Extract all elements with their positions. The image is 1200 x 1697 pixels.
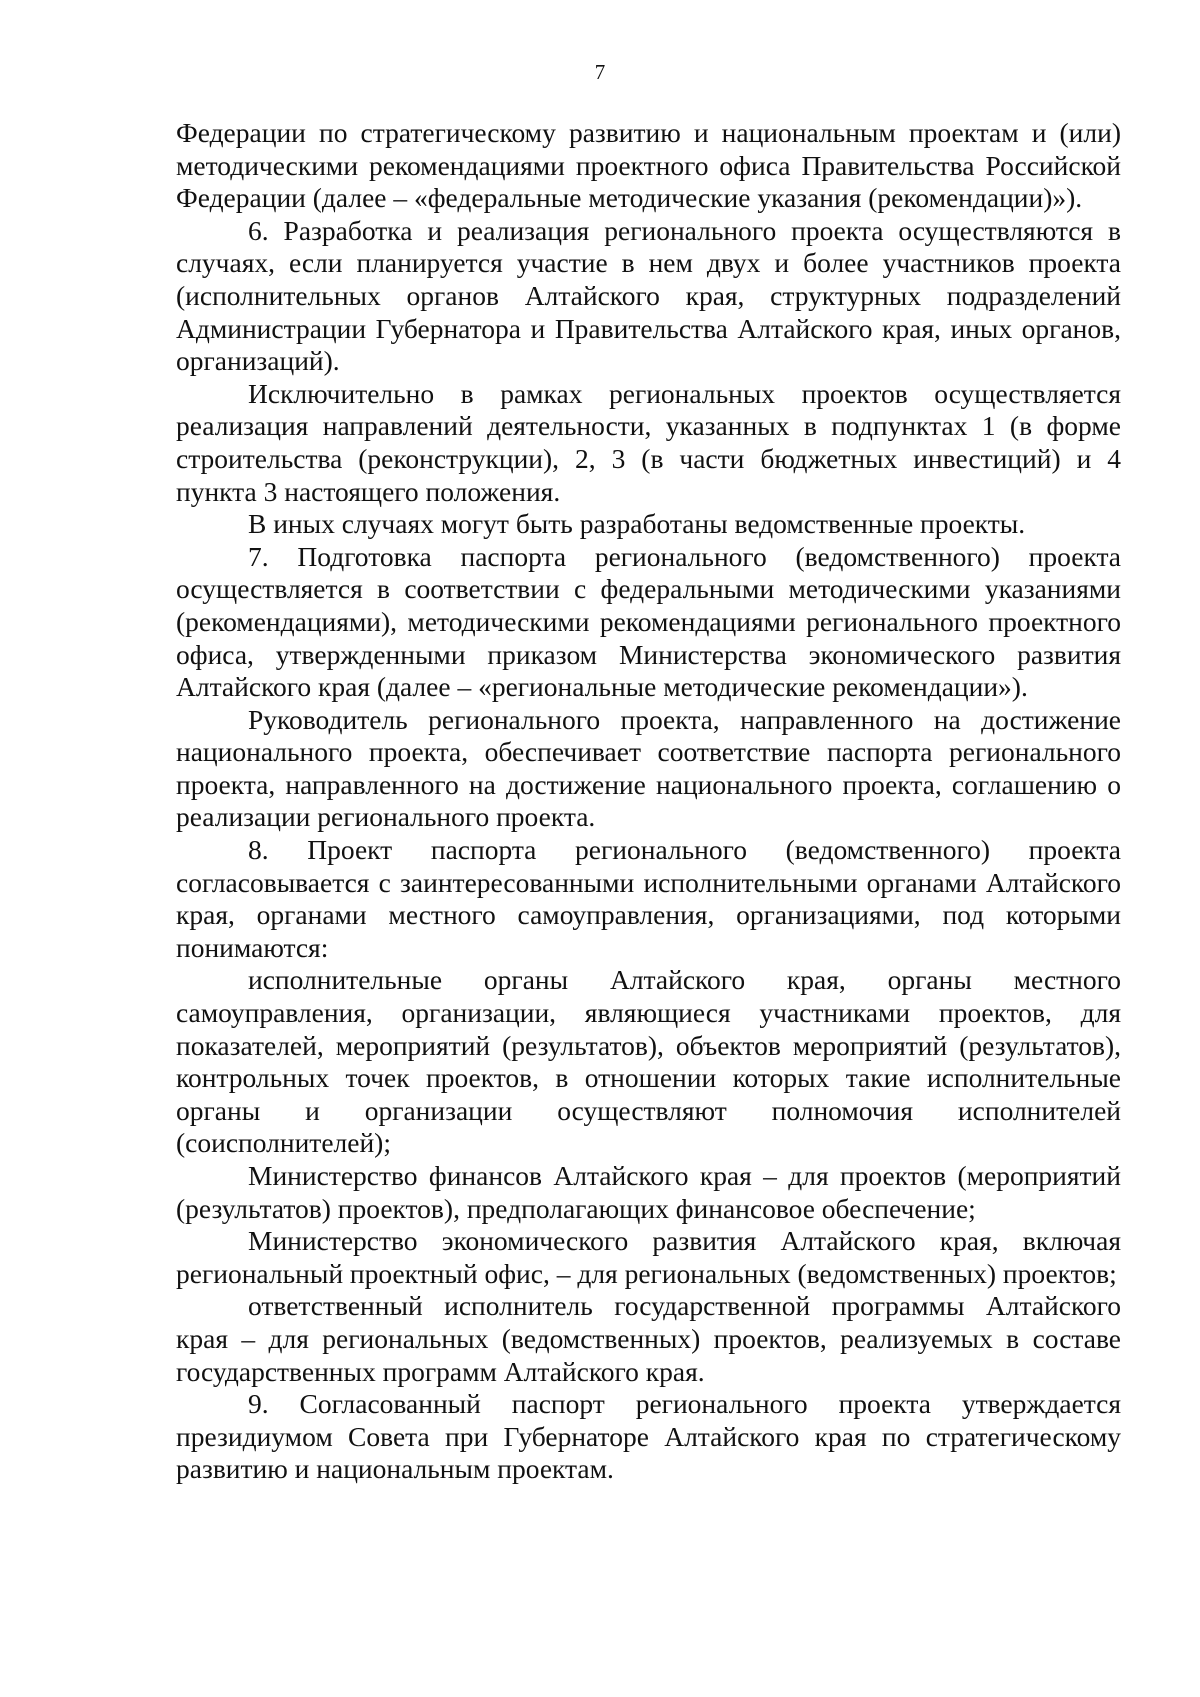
paragraph-item-7: 7. Подготовка паспорта регионального (ведомственного) проекта осуществляется в соответствии с федеральными методическими указаниями (рекомендациями), методическими рекомендациями регионального проектного офиса, утвержденными приказом Министерства экономического развития Алтайского края (далее – «региональные методические рекомендации»). — [176, 540, 1121, 703]
paragraph-finance-ministry: Министерство финансов Алтайского края – для проектов (мероприятий (результатов) проектов), предполагающих финансовое обеспечение; — [176, 1160, 1121, 1224]
paragraph-economy-ministry: Министерство экономического развития Алтайского края, включая региональный проектный офис, – для региональных (ведомственных) проектов; — [176, 1225, 1121, 1289]
paragraph-item-8: 8. Проект паспорта регионального (ведомственного) проекта согласовывается с заинтересованными исполнительными органами Алтайского края, органами местного самоуправления, организациями, под которыми понимаются: — [176, 834, 1121, 963]
paragraph-continuation: Федерации по стратегическому развитию и национальным проектам и (или) методическими рекомендациями проектного офиса Правительства Российской Федерации (далее – «федеральные методические указания (рекомендации)»). — [176, 117, 1121, 214]
paragraph-program-executor: ответственный исполнитель государственной программы Алтайского края – для региональных (ведомственных) проектов, реализуемых в составе государственных программ Алтайского края. — [176, 1290, 1121, 1387]
paragraph-exclusive-regional: Исключительно в рамках региональных проектов осуществляется реализация направлений деятельности, указанных в подпунктах 1 (в форме строительства (реконструкции), 2, 3 (в части бюджетных инвестиций) и 4 пункта 3 настоящего положения. — [176, 377, 1121, 507]
paragraph-departmental: В иных случаях могут быть разработаны ведомственные проекты. — [248, 508, 1026, 540]
document-body — [176, 117, 1121, 1486]
paragraph-item-6: 6. Разработка и реализация регионального проекта осуществляются в случаях, если планируется участие в нем двух и более участников проекта (исполнительных органов Алтайского края, структурных подразделений Администрации Губернатора и Правительства Алтайского края, иных органов, организаций). — [176, 214, 1121, 377]
page-number: 7 — [594, 60, 606, 84]
paragraph-executive-bodies: исполнительные органы Алтайского края, органы местного самоуправления, организации, являющиеся участниками проектов, для показателей, мероприятий (результатов), объектов мероприятий (результатов), контрольных точек проектов, в отношении которых такие исполнительные органы и организации осуществляют полномочия исполнителей (соисполнителей); — [176, 964, 1121, 1159]
paragraph-project-head: Руководитель регионального проекта, направленного на достижение национального проекта, обеспечивает соответствие паспорта регионального проекта, направленного на достижение национального проекта, соглашению о реализации регионального проекта. — [176, 703, 1121, 833]
paragraph-item-9: 9. Согласованный паспорт регионального проекта утверждается президиумом Совета при Губернаторе Алтайского края по стратегическому развитию и национальным проектам. — [176, 1388, 1121, 1485]
